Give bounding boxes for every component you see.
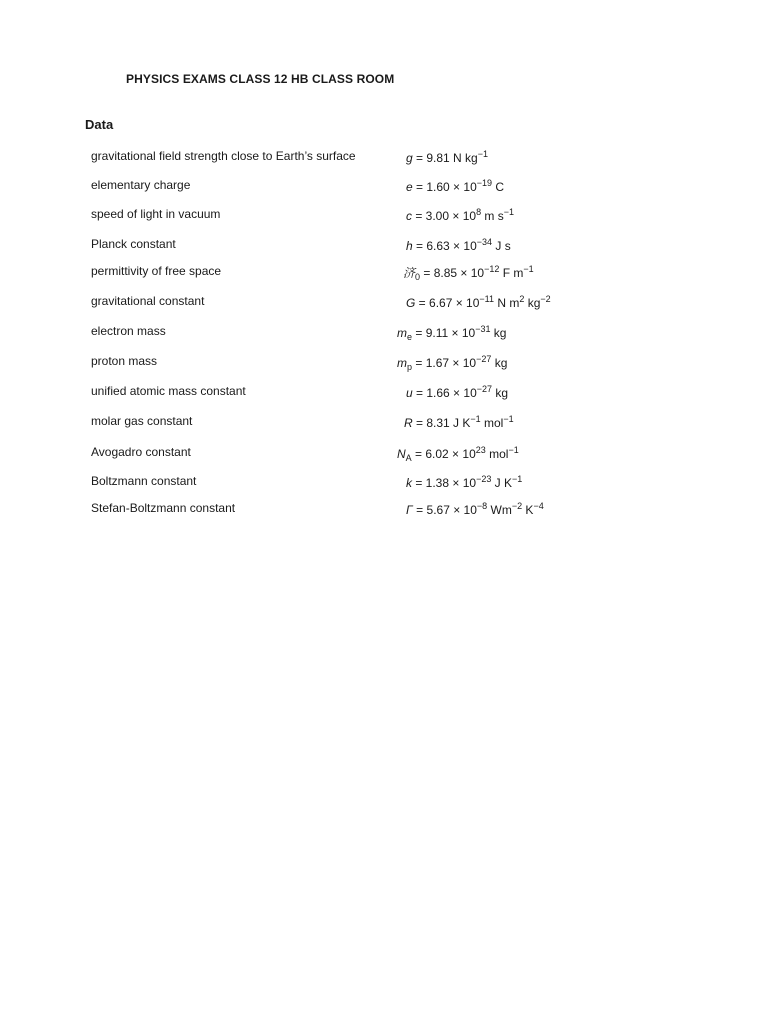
value-number: = 5.67 × 10 [412, 503, 477, 517]
constant-value [404, 414, 514, 430]
constant-label: speed of light in vacuum [91, 207, 221, 221]
constant-symbol: g [406, 151, 413, 165]
unit: kg [492, 386, 509, 400]
constant-row [0, 294, 768, 314]
value-number: = 6.63 × 10 [412, 239, 477, 253]
value-number: = 1.66 × 10 [412, 386, 477, 400]
unit: J K [491, 476, 513, 490]
constant-value [406, 178, 504, 194]
constant-value [406, 501, 544, 517]
constant-label: gravitational constant [91, 294, 205, 308]
unit: kg [491, 356, 508, 370]
section-heading: Data [85, 117, 114, 132]
constant-value [403, 264, 534, 282]
constant-label: molar gas constant [91, 414, 193, 428]
constant-symbol: R [404, 416, 413, 430]
unit-exponent: −1 [508, 445, 519, 455]
exponent: −1 [470, 414, 481, 424]
constant-row [0, 414, 768, 434]
constant-row [0, 207, 768, 227]
constant-symbol: G [406, 296, 416, 310]
constant-value [397, 445, 519, 463]
symbol-subscript: A [405, 453, 412, 463]
unit: Wm [487, 503, 512, 517]
constant-label: Planck constant [91, 237, 176, 251]
unit-exponent: −2 [540, 294, 551, 304]
constant-value [406, 207, 514, 223]
symbol-subscript: e [407, 332, 413, 342]
value-number: = 8.85 × 10 [420, 266, 485, 280]
value-number: = 9.11 × 10 [412, 326, 476, 340]
value-number: = 6.67 × 10 [415, 296, 480, 310]
constant-value [406, 384, 508, 400]
unit-exponent: −4 [533, 501, 544, 511]
unit-exponent: −2 [511, 501, 523, 511]
exponent: −19 [476, 178, 493, 188]
exponent: −31 [475, 324, 491, 334]
unit-exponent: −1 [512, 474, 523, 484]
unit: K [522, 503, 534, 517]
constant-label: gravitational field strength close to Earth’s surface [91, 149, 356, 163]
constant-symbol: 济 [403, 266, 416, 280]
unit-exponent: −1 [523, 264, 534, 274]
exponent: −34 [476, 237, 493, 247]
constant-label: electron mass [91, 324, 166, 338]
value-number: = 3.00 × 10 [412, 209, 477, 223]
value-number: = 9.81 N kg [412, 151, 478, 165]
symbol-subscript: 0 [415, 272, 421, 282]
exponent: −27 [476, 354, 492, 364]
exponent: −12 [484, 264, 500, 274]
constant-symbol: e [406, 180, 413, 194]
constant-label: permittivity of free space [91, 264, 222, 278]
unit: mol [480, 416, 504, 430]
constant-value [397, 354, 507, 372]
constant-value [406, 237, 511, 253]
exponent: −27 [476, 384, 493, 394]
constant-row [0, 384, 768, 404]
unit: mol [485, 447, 509, 461]
unit: m s [481, 209, 504, 223]
constant-symbol: c [406, 209, 412, 223]
exponent: −1 [477, 149, 488, 159]
constant-row [0, 264, 768, 284]
constant-symbol: m [397, 326, 407, 340]
constant-label: proton mass [91, 354, 158, 368]
value-number: = 6.02 × 10 [411, 447, 476, 461]
symbol-subscript: p [407, 362, 413, 372]
unit-exponent: −1 [503, 207, 515, 217]
constant-value [406, 474, 522, 490]
value-number: = 8.31 J K [412, 416, 471, 430]
unit: J s [492, 239, 511, 253]
unit: kg [490, 326, 507, 340]
exponent: −8 [476, 501, 488, 511]
constant-label: Avogadro constant [91, 445, 191, 459]
constant-symbol: u [406, 386, 413, 400]
constant-label: unified atomic mass constant [91, 384, 246, 398]
constant-value [406, 294, 551, 310]
constant-label: Boltzmann constant [91, 474, 197, 488]
constant-symbol: N [397, 447, 406, 461]
unit-exponent: −1 [503, 414, 514, 424]
exponent: −23 [476, 474, 492, 484]
unit-exponent: 2 [519, 294, 525, 304]
constant-symbol: h [406, 239, 413, 253]
unit: N m [494, 296, 520, 310]
constant-symbol: Γ [406, 503, 413, 517]
unit: kg [524, 296, 541, 310]
constant-label: elementary charge [91, 178, 191, 192]
unit: F m [499, 266, 524, 280]
constant-symbol: m [397, 356, 407, 370]
page-title: PHYSICS EXAMS CLASS 12 HB CLASS ROOM [126, 72, 395, 86]
constant-row [0, 445, 768, 465]
constant-row [0, 149, 768, 169]
exponent: 8 [476, 207, 482, 217]
value-number: = 1.38 × 10 [412, 476, 477, 490]
value-number: = 1.67 × 10 [412, 356, 477, 370]
exponent: 23 [475, 445, 486, 455]
constant-row [0, 354, 768, 374]
constant-row [0, 178, 768, 198]
constant-label: Stefan-Boltzmann constant [91, 501, 236, 515]
constant-row [0, 501, 768, 521]
constant-value [397, 324, 506, 342]
constant-symbol: k [406, 476, 412, 490]
unit: C [492, 180, 505, 194]
constant-row [0, 324, 768, 344]
value-number: = 1.60 × 10 [412, 180, 477, 194]
constant-row [0, 474, 768, 494]
exponent: −11 [479, 294, 495, 304]
constant-row [0, 237, 768, 257]
constant-value [406, 149, 488, 165]
